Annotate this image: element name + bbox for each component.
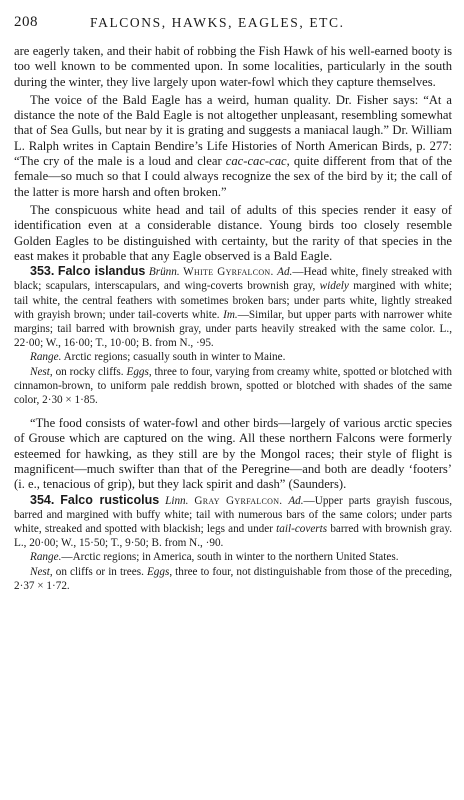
nest-354 [14,565,452,593]
adult-label: Ad. [288,494,304,507]
species-common-name: Gray Gyrfalcon. [194,494,283,507]
nest-text-b: , three to four, not distinguishable from those of the preceding, 2·37 × 1·72. [14,565,452,592]
nest-text-a: , on cliffs or in trees. [49,565,147,578]
species-entry-353 [14,264,452,350]
immature-label: Im. [223,308,238,321]
description-text-c: —Similar, but upper parts with narrower white margins; tail barred with brownish gray, under parts heavily streaked with the same color. L., 22·00; W., 16·00; T., 10·00; B. from N., ·95. [14,308,452,350]
species-common-name: White Gyrfalcon. [183,266,274,279]
description-text-b: margined with white; tail white, the central feathers with sometimes broken bars; under parts white, lightly streaked with grayish brown; under tail-coverts white. [14,280,452,321]
nest-label: Nest [30,365,50,378]
species-scientific-name: Falco rusticolus [60,492,160,507]
range-353 [14,350,452,364]
running-head: FALCONS, HAWKS, EAGLES, ETC. [90,15,345,30]
species-authority: Brünn. [148,266,180,279]
range-text: Arctic regions; casually south in winter to Maine. [61,351,286,364]
intro-paragraph-2 [14,93,452,200]
adult-label: Ad. [277,266,293,279]
intro-p2-text-b: , quite different from that of the female—so much so that I could always recognize the sex of the bird by it; the call of the latter is more harsh and often broken.” [14,154,452,199]
description-widely: widely [319,280,349,293]
range-label: Range. [30,551,62,564]
nest-353 [14,365,452,408]
saunders-quote: “The food consists of water-fowl and other birds—largely of various arctic species of Grouse which are captured on the wing. All these northern Falcons were formerly esteemed for hawking, as they still are by the Mongol races; their style of flight is magnificent—much swifter than that of the Peregrine—and both are deadly ‘footers’ (i. e., tenacious of grip), but they lack spirit and dash” (Saunders). [14,416,452,492]
intro-paragraph-1: are eagerly taken, and their habit of robbing the Fish Hawk of his well-earned booty is too well known to be commented upon. In some localities, particularly in the south during the winter, they live largely upon water-fowl which they capture themselves. [14,44,452,89]
page-header [14,14,452,40]
page-number: 208 [14,14,38,30]
nest-label: Nest [30,565,50,578]
species-number: 354. [30,492,55,507]
nest-text-a: , on rocky cliffs. [49,365,127,378]
intro-p2-text-a: The voice of the Bald Eagle has a weird, human quality. Dr. Fisher says: “At a distance the note of the Bald Eagle is not altogether unpleasant, resembling somewhat that of Sea Gulls, but near by it is grating and suggests a maniacal laugh.” Dr. William L. Ralph writes in Captain Bendire’s Life Histories of North American Birds, p. 277: “The cry of the male is a loud and clear [14,92,452,169]
species-authority: Linn. [165,494,189,507]
species-scientific-name: Falco islandus [57,264,146,279]
description-text-b: barred with brownish gray. L., 20·00; W., 15·50; T., 9·50; B. from N., ·90. [14,523,452,550]
description-text-a: —Head white, finely streaked with black; scapulars, interscapulars, and wing-coverts brownish gray, [14,266,453,293]
range-label: Range. [30,351,62,364]
range-text: —Arctic regions; in America, south in winter to the northern United States. [61,551,399,564]
description-tail-coverts: tail-coverts [276,523,328,536]
species-number: 353. [30,264,55,279]
eggs-label: Eggs [146,565,170,578]
eggs-label: Eggs [126,365,149,378]
species-entry-354 [14,493,452,551]
intro-paragraph-3: The conspicuous white head and tail of adults of this species render it easy of identification even at a considerable distance. Young birds too closely resemble Golden Eagles to be distinguished with certainty, but the rarity of that species in the east makes it probable that any Eagle observed is a Bald Eagle. [14,202,452,263]
range-354 [14,550,452,564]
description-text-a: —Upper parts grayish fuscous, barred and margined with buffy white; tail with numerous bars of the same colors; under parts white, streaked and spotted with blackish; legs and under [14,494,453,536]
call-notation: cac-cac-cac [225,154,287,169]
nest-text-b: , three to four, varying from creamy white, spotted or blotched with cinnamon-brown, to uniform pale reddish brown, spotted or blotched with shades of the same color, 2·30 × 1·85. [14,365,452,406]
